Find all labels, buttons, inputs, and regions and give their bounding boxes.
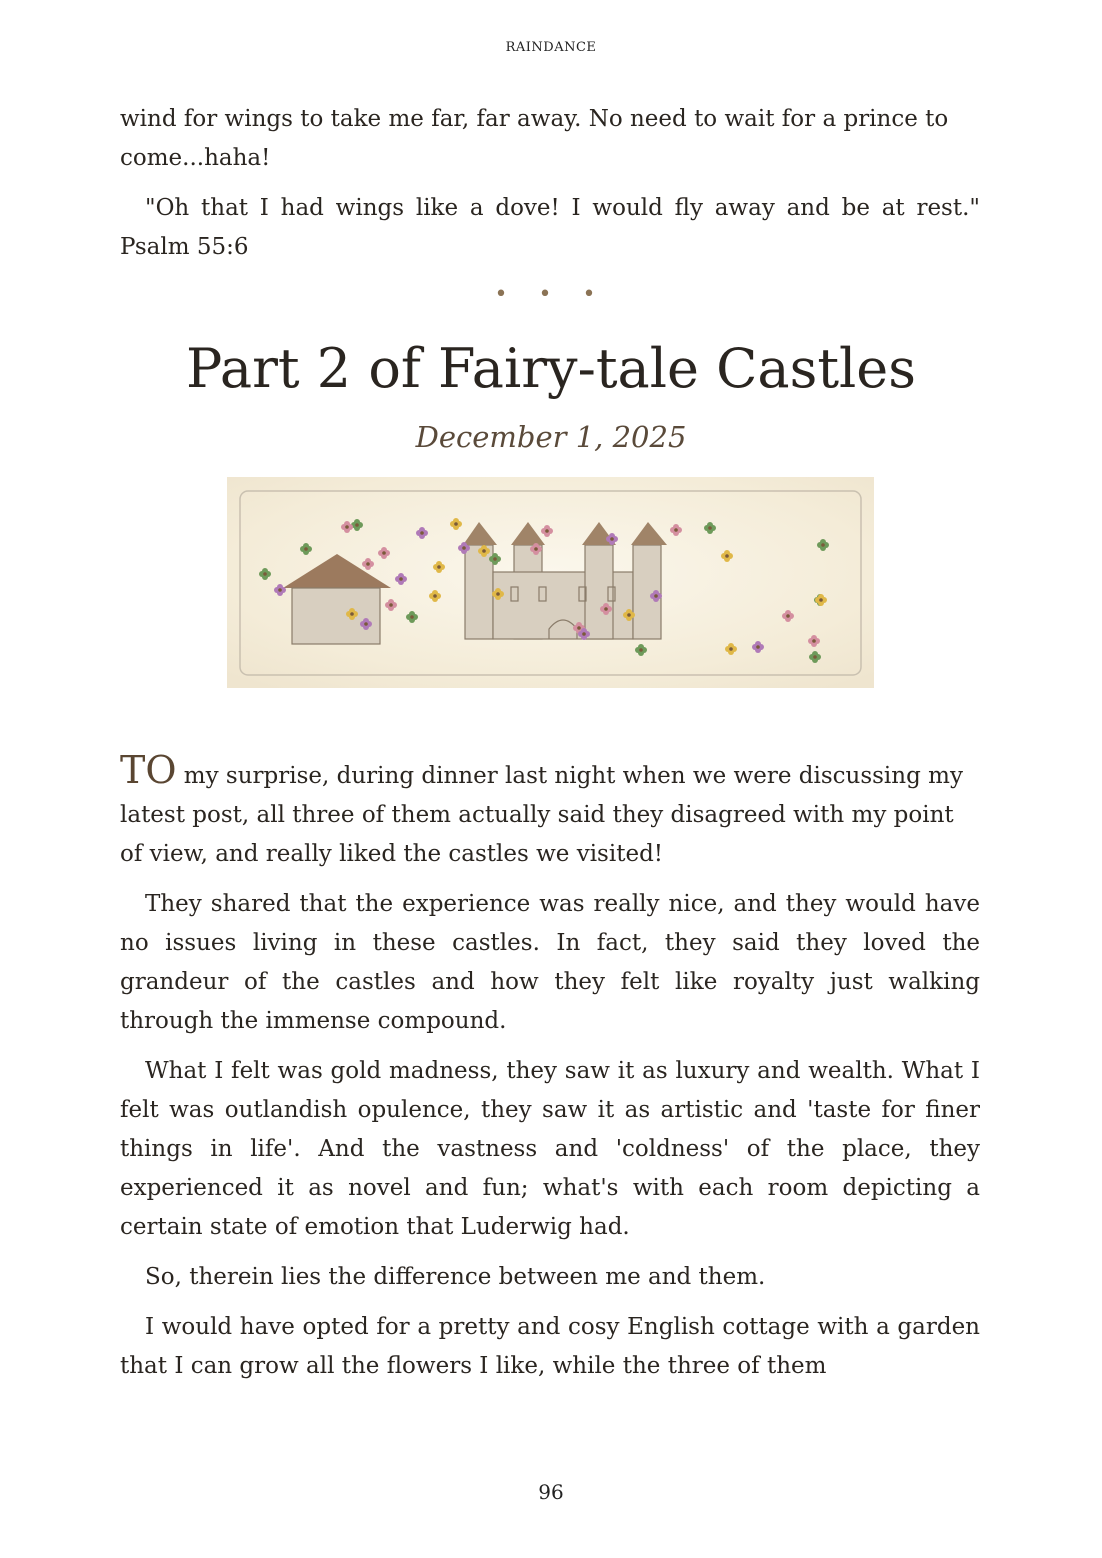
paragraph-opening <box>120 748 980 874</box>
paragraph-continued: wind for wings to take me far, far away. No need to wait for a prince to come...haha! <box>120 106 949 171</box>
paragraph-3: What I felt was gold madness, they saw it as luxury and wealth. What I felt was outlandish opulence, they saw it as artistic and 'taste for finer things in life'. And the vastness and 'coldness' of the place, they experienced it as novel and fun; what's with each room depicting a certain state of emotion that Luderwig had. <box>120 1058 980 1240</box>
paragraph-4: So, therein lies the difference between me and them. <box>145 1264 766 1290</box>
paragraph-psalm-quote: "Oh that I had wings like a dove! I would fly away and be at rest." Psalm 55:6 <box>120 195 980 260</box>
section-separator: • • • <box>494 282 608 307</box>
chapter-date: December 1, 2025 <box>415 420 687 454</box>
paragraph-2: They shared that the experience was really nice, and they would have no issues living in these castles. In fact, they said they loved the grandeur of the castles and how they felt like royalty just walking through the immense compound. <box>120 891 980 1034</box>
drop-cap: TO <box>120 748 177 792</box>
page-number: 96 <box>538 1480 564 1504</box>
top-text-block <box>120 100 980 278</box>
castle-illustration <box>227 477 874 688</box>
body-text-block <box>120 748 980 1397</box>
paragraph-5: I would have opted for a pretty and cosy English cottage with a garden that I can grow all the flowers I like, while the three of them <box>120 1314 980 1379</box>
paragraph-opening-text: my surprise, during dinner last night when we were discussing my latest post, all three of them actually said they disagreed with my point of view, and really liked the castles we visited! <box>120 763 963 867</box>
running-head: RAINDANCE <box>505 40 597 55</box>
chapter-title: Part 2 of Fairy-tale Castles <box>186 337 916 400</box>
